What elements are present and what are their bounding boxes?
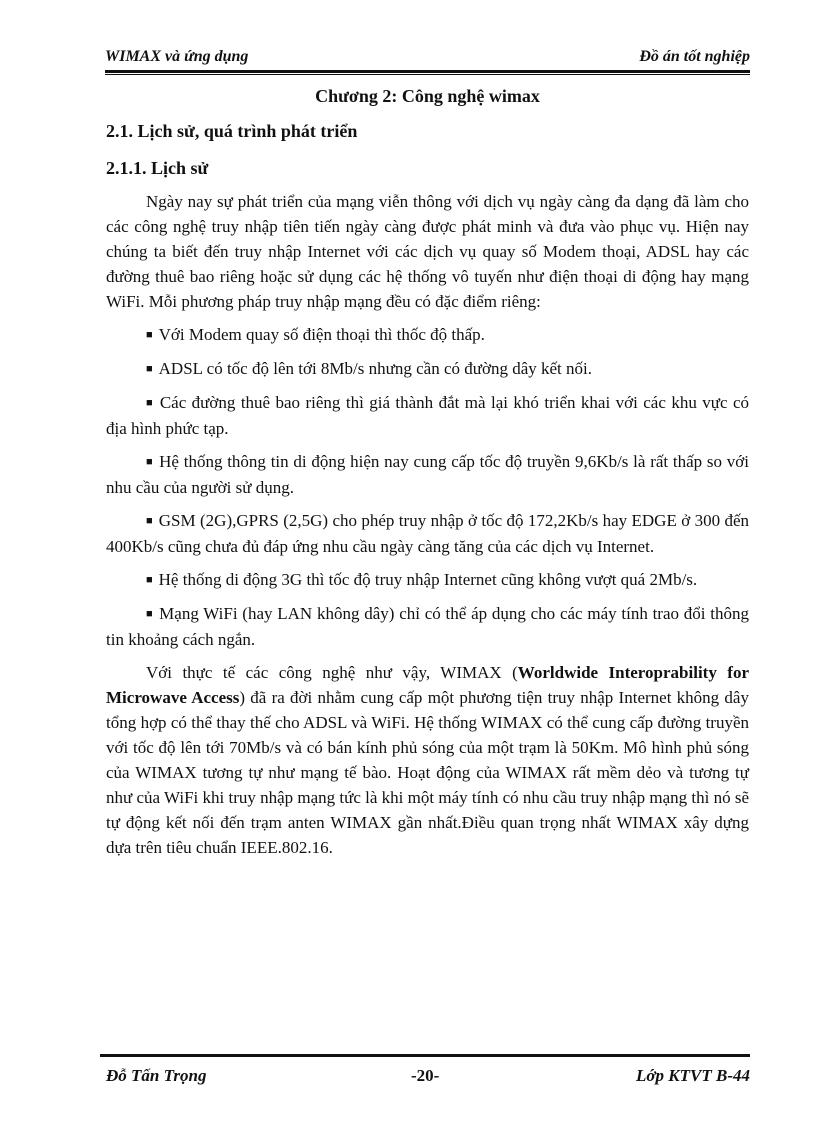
list-item-text: Mạng WiFi (hay LAN không dây) chỉ có thể áp dụng cho các máy tính trao đổi thông tin khoảng cách ngắn. — [106, 604, 749, 649]
footer-author: Đỗ Tấn Trọng — [106, 1066, 207, 1085]
bullet-icon: ■ — [146, 608, 154, 620]
header-document-title: WIMAX và ứng dụng — [105, 48, 249, 65]
closing-paragraph — [106, 660, 749, 860]
list-item — [106, 508, 749, 559]
list-item-text: GSM (2G),GPRS (2,5G) cho phép truy nhập ở tốc độ 172,2Kb/s hay EDGE ở 300 đến 400Kb/s cũng chưa đủ đáp ứng nhu cầu ngày càng tăng của các dịch vụ Internet. — [106, 511, 749, 556]
bullet-icon: ■ — [146, 329, 153, 341]
page-footer — [106, 1066, 750, 1090]
bullet-icon: ■ — [146, 456, 154, 468]
page-content — [106, 84, 749, 868]
bullet-icon: ■ — [146, 574, 153, 586]
list-item-text: Hệ thống thông tin di động hiện nay cung cấp tốc độ truyền 9,6Kb/s là rất thấp so với nhu cầu của người sử dụng. — [106, 452, 749, 497]
header-document-type: Đồ án tốt nghiệp — [639, 48, 750, 65]
list-item — [106, 390, 749, 441]
list-item-text: ADSL có tốc độ lên tới 8Mb/s nhưng cần có đường dây kết nối. — [158, 359, 592, 378]
wimax-full-name: Worldwide Interoprability for Microwave Access — [106, 663, 749, 707]
list-item-text: Hệ thống di động 3G thì tốc độ truy nhập Internet cũng không vượt quá 2Mb/s. — [158, 570, 698, 589]
closing-text-after: ) đã ra đời nhằm cung cấp một phương tiện truy nhập Internet không dây tổng hợp có thể thay thế cho ADSL và WiFi. Hệ thống WIMAX có thể cung cấp đường truyền với tốc độ lên tới 70Mb/s và có bán kính phủ sóng của một trạm là 50Km. Mô hình phủ sóng của WIMAX tương tự như mạng tế bào. Hoạt động của WIMAX rất mềm dẻo và tương tự như của WiFi khi truy nhập mạng tức là khi một máy tính có nhu cầu truy nhập mạng thì nó sẽ tự động kết nối đến trạm anten WIMAX gần nhất.Điều quan trọng nhất WIMAX xây dựng dựa trên tiêu chuẩn IEEE.802.16. — [106, 688, 750, 857]
list-item — [106, 567, 749, 593]
footer-class: Lớp KTVT B-44 — [636, 1066, 750, 1085]
list-item — [106, 356, 749, 382]
list-item — [106, 601, 749, 652]
page-number: -20- — [411, 1066, 440, 1085]
bullet-icon: ■ — [146, 363, 153, 375]
section-heading: 2.1. Lịch sử, quá trình phát triển — [106, 121, 358, 141]
chapter-title: Chương 2: Công nghệ wimax — [315, 86, 540, 106]
subsection-heading: 2.1.1. Lịch sử — [106, 158, 209, 178]
page-header — [105, 40, 750, 68]
header-divider — [105, 70, 750, 75]
bullet-icon: ■ — [146, 515, 153, 527]
bullet-icon: ■ — [146, 397, 154, 409]
list-item-text: Với Modem quay số điện thoại thì thốc độ thấp. — [158, 325, 485, 344]
intro-paragraph: Ngày nay sự phát triển của mạng viễn thông với dịch vụ ngày càng đa dạng đã làm cho các công nghệ truy nhập tiên tiến ngày càng được phát minh và đưa vào phục vụ. Hiện nay chúng ta biết đến truy nhập Internet với các dịch vụ quay số Modem thoại, ADSL hay các đường thuê bao riêng hoặc sử dụng các hệ thống vô tuyến như điện thoại di động hay mạng WiFi. Mỗi phương pháp truy nhập mạng đều có đặc điểm riêng: — [106, 192, 749, 311]
list-item — [106, 449, 749, 500]
footer-divider — [100, 1054, 750, 1057]
closing-text-before: Với thực tế các công nghệ như vậy, WIMAX ( — [146, 663, 518, 682]
list-item-text: Các đường thuê bao riêng thì giá thành đắt mà lại khó triển khai với các khu vực có địa hình phức tạp. — [106, 393, 749, 438]
list-item — [106, 322, 749, 348]
